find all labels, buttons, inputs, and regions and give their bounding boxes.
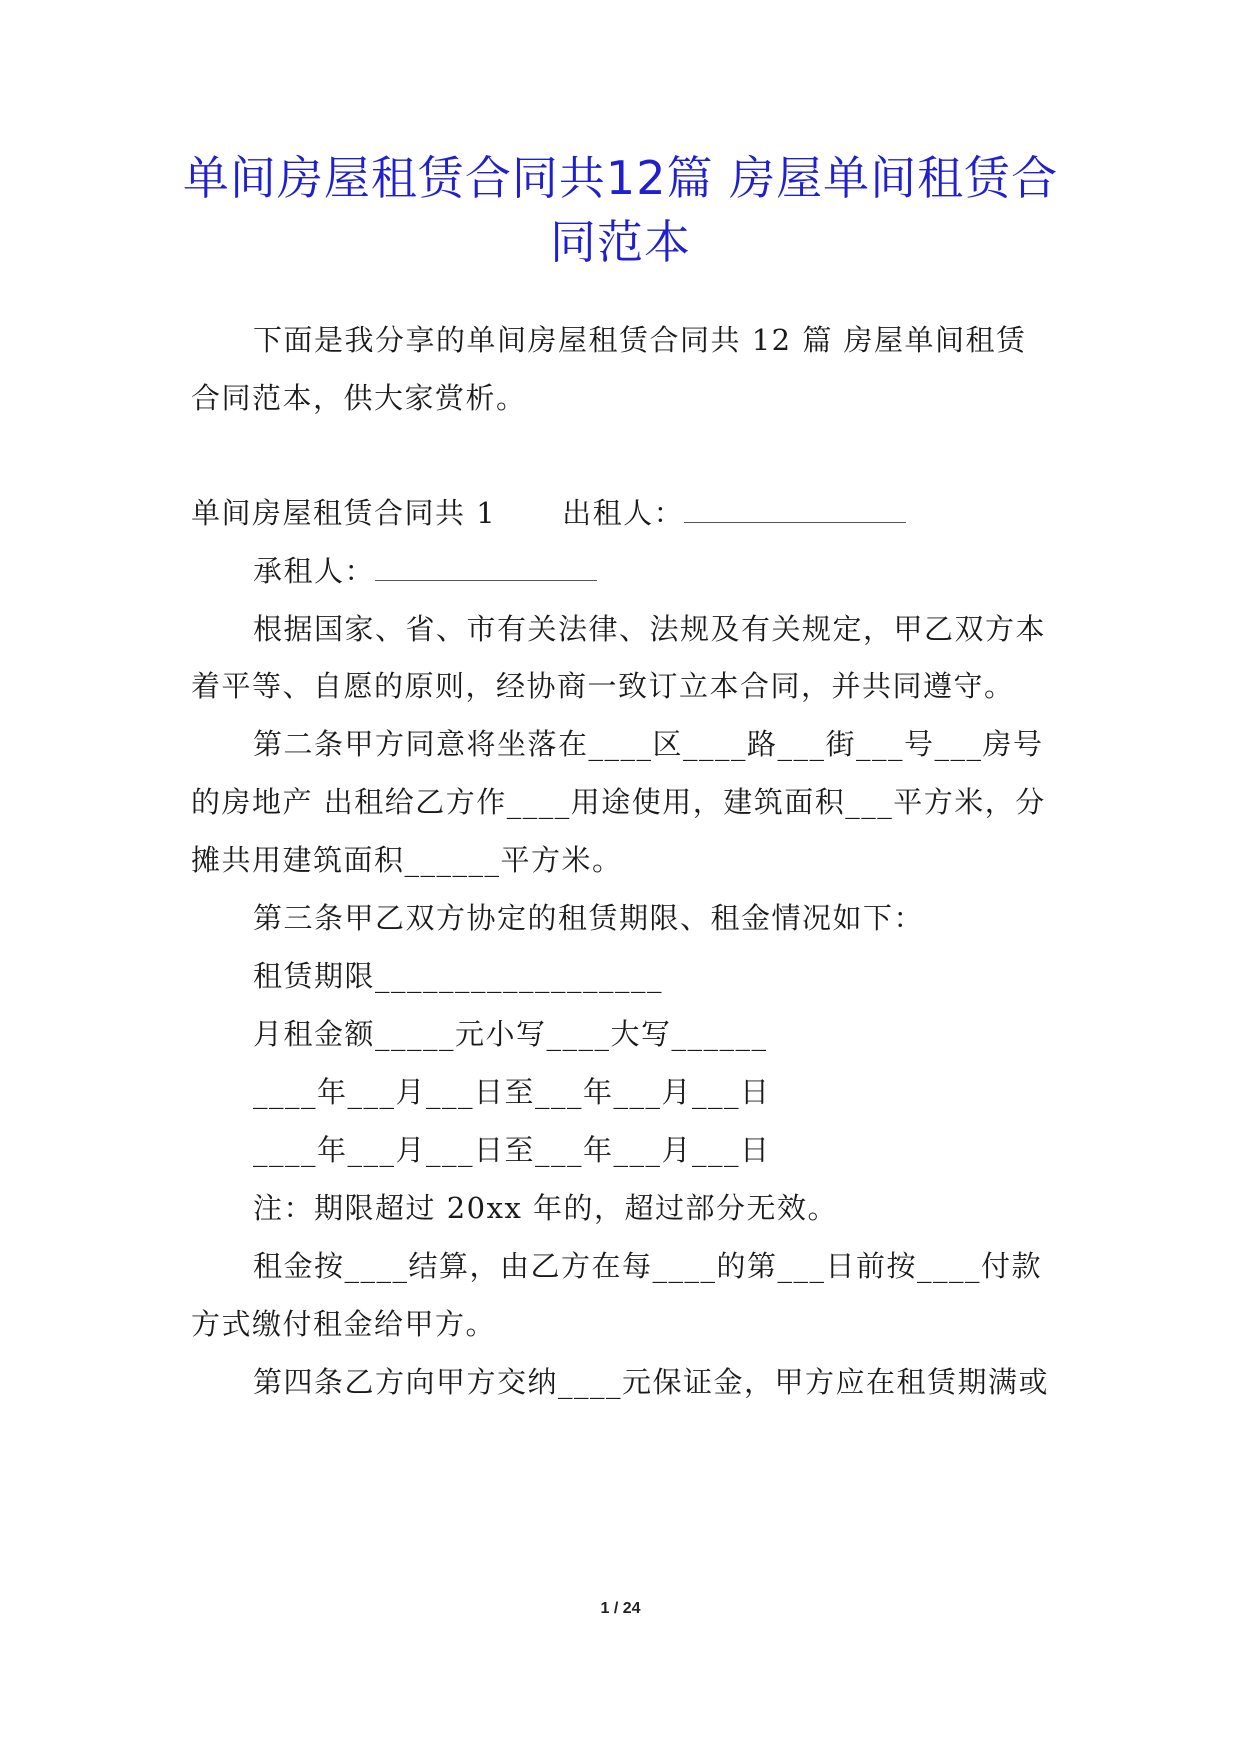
- title-line-2: 同范本: [550, 215, 691, 269]
- monthly-rent-line: 月租金额_____元小写____大写______: [253, 1017, 768, 1051]
- payment-line-1: 租金按____结算，由乙方在每____的第___日前按____付款: [253, 1249, 1043, 1283]
- period-row-2: ____年___月___日至___年___月___日: [253, 1133, 771, 1167]
- period-row-1: ____年___月___日至___年___月___日: [253, 1075, 771, 1109]
- payment-line-2: 方式缴付租金给甲方。: [191, 1307, 497, 1341]
- article-3-line: 第三条甲乙双方协定的租赁期限、租金情况如下：: [253, 901, 925, 935]
- lease-term-line: 租赁期限__________________: [253, 959, 664, 993]
- lessor-label: 出租人：: [562, 496, 685, 530]
- title-line-1: 单间房屋租赁合同共12篇 房屋单间租赁合: [182, 151, 1059, 205]
- page-number: 1 / 24: [600, 1600, 641, 1617]
- section-heading: 单间房屋租赁合同共 1: [191, 496, 497, 530]
- document-title: [160, 146, 1081, 274]
- article-2-line-1: 第二条甲方同意将坐落在____区____路___街___号___房号: [253, 727, 1044, 761]
- intro-paragraph-line-2: 合同范本，供大家赏析。: [191, 381, 527, 415]
- lessee-label: 承租人：: [253, 554, 376, 588]
- lessor-blank: [684, 500, 906, 523]
- article-2-line-2: 的房地产 出租给乙方作____用途使用，建筑面积___平方米，分: [191, 785, 1046, 819]
- article-4-line-1: 第四条乙方向甲方交纳____元保证金，甲方应在租赁期满或: [253, 1365, 1050, 1399]
- lessee-row: [253, 551, 1053, 591]
- article-2-line-3: 摊共用建筑面积______平方米。: [191, 843, 623, 877]
- intro-paragraph-line-1: 下面是我分享的单间房屋租赁合同共 12 篇 房屋单间租赁: [253, 323, 1027, 357]
- paragraph-1-line-2: 着平等、自愿的原则，经协商一致订立本合同，并共同遵守。: [191, 669, 1015, 703]
- paragraph-1-line-1: 根据国家、省、市有关法律、法规及有关规定，甲乙双方本: [253, 612, 1047, 646]
- section-heading-row: [191, 493, 1051, 533]
- note-line: 注：期限超过 20xx 年的，超过部分无效。: [253, 1191, 839, 1225]
- lessee-blank: [375, 558, 597, 581]
